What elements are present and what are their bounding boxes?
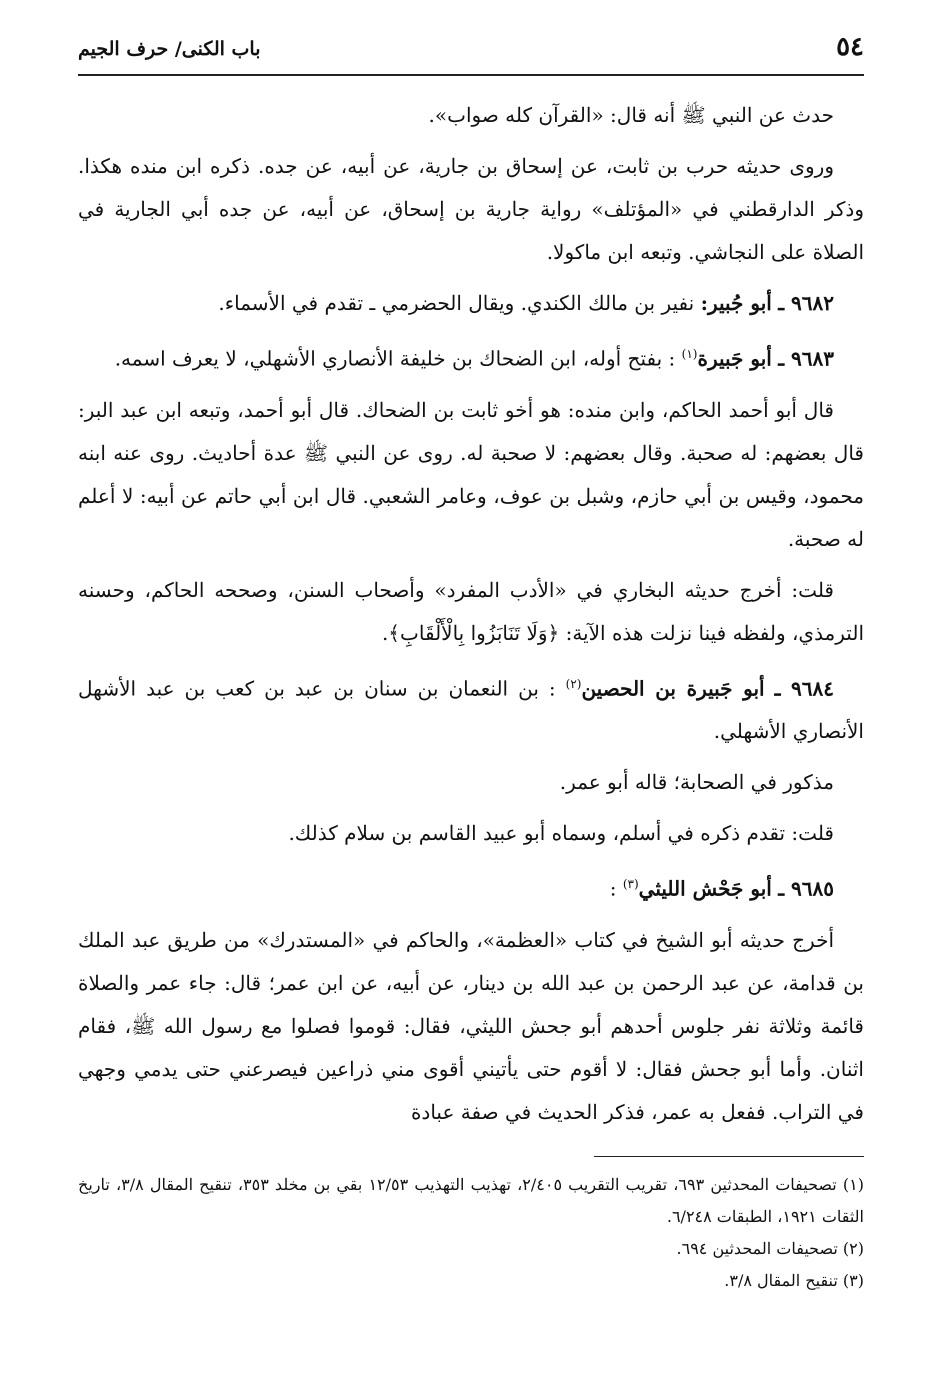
paragraph: حدث عن النبي ﷺ أنه قال: «القرآن كله صواب».	[428, 103, 834, 127]
paragraph: قال أبو أحمد الحاكم، وابن منده: هو أخو ثابت بن الضحاك. قال أبو أحمد، وتبعه ابن عبد البر: قال بعضهم: له صحبة. وقال بعضهم: لا صحبة له. روى عن النبي ﷺ عدة أحاديث. روى عنه ابنه محمود، وقيس بن أبي حازم، وشبل بن عوف، وعامر الشعبي. قال ابن أبي حاتم عن أبيه: لا أعلم له صحبة.	[78, 397, 864, 551]
footnote: (١) تصحيفات المحدثين ٦٩٣، تقريب التقريب ٢/٤٠٥، تهذيب التهذيب ١٢/٥٣ بقي بن مخلد ٣٥٣، تنقيح المقال ٣/٨، تاريخ الثقات ١٩٢١، الطبقات ٦/٢٤٨.	[78, 1174, 864, 1226]
paragraph: قلت: أخرج حديثه البخاري في «الأدب المفرد» وأصحاب السنن، وصححه الحاكم، وحسنه الترمذي، ولفظه فينا نزلت هذه الآية: ﴿وَلَا تَنَابَزُوا بِالْأَلْقَابِ﴾.	[78, 577, 864, 645]
footnote-marker: (٣)	[622, 877, 639, 892]
entry-9683	[78, 333, 864, 381]
page-number: ٥٤	[836, 32, 864, 62]
entry-text: نفير بن مالك الكندي. ويقال الحضرمي ـ تقدم في الأسماء.	[218, 291, 695, 315]
entry-text: : بن النعمان بن سنان بن عبد بن كعب بن عبد الأشهل الأنصاري الأشهلي.	[78, 676, 864, 744]
entry-text: : بفتح أوله، ابن الضحاك بن خليفة الأنصاري الأشهلي، لا يعرف اسمه.	[114, 346, 676, 371]
footnote-separator	[594, 1156, 864, 1169]
running-title: باب الكنى/ حرف الجيم	[78, 38, 261, 60]
paragraph: مذكور في الصحابة؛ قاله أبو عمر.	[559, 770, 834, 795]
footnote: (٣) تنقيح المقال ٣/٨.	[724, 1270, 864, 1290]
document-page	[78, 30, 864, 1297]
footnote-marker: (١)	[681, 347, 698, 361]
entry-name: أبو جَبيرة بن الحصين	[581, 676, 765, 701]
entry-number: ٩٦٨٣ ـ	[778, 346, 834, 371]
footnote: (٢) تصحيفات المحدثين ٦٩٤.	[676, 1238, 864, 1258]
main-text	[78, 94, 864, 1134]
entry-number: ٩٦٨٥ ـ	[778, 876, 834, 901]
entry-name: أبو جَحْش الليثي	[638, 876, 772, 901]
entry-text: :	[609, 876, 617, 901]
footnote-marker: (٢)	[565, 676, 582, 691]
entry-name: أبو جُبير:	[700, 291, 772, 315]
page-header	[78, 30, 864, 76]
entry-name: أبو جَبيرة	[697, 346, 772, 371]
paragraph: أخرج حديثه أبو الشيخ في كتاب «العظمة»، والحاكم في «المستدرك» من طريق عبد الملك بن قدامة، عن عبد الرحمن بن عبد الله بن دينار، عن أبيه، عن ابن عمر؛ قال: جاء عمر والصلاة قائمة وثلاثة نفر جلوس أحدهم أبو جحش الليثي، فقال: قوموا فصلوا مع رسول الله ﷺ، فقام اثنان. وأما أبو جحش فقال: لا أقوم حتى يأتيني أقوى مني ذراعين فيصرعني حتى يدمي وجهي في التراب. ففعل به عمر، فذكر الحديث في صفة عبادة	[78, 927, 865, 1124]
entry-9684	[78, 663, 864, 754]
paragraph: وروى حديثه حرب بن ثابت، عن إسحاق بن جارية، عن أبيه، عن جده. ذكره ابن منده هكذا. وذكر الدارقطني في «المؤتلف» رواية جارية بن إسحاق، عن أبيه، عن جده أبي الجارية في الصلاة على النجاشي. وتبعه ابن ماكولا.	[78, 154, 864, 264]
footnotes	[78, 1169, 864, 1297]
entry-number: ٩٦٨٢ ـ	[778, 291, 834, 315]
entry-number: ٩٦٨٤ ـ	[774, 676, 835, 701]
entry-9682	[78, 282, 864, 325]
entry-9685	[78, 863, 864, 911]
paragraph: قلت: تقدم ذكره في أسلم، وسماه أبو عبيد القاسم بن سلام كذلك.	[288, 821, 834, 846]
